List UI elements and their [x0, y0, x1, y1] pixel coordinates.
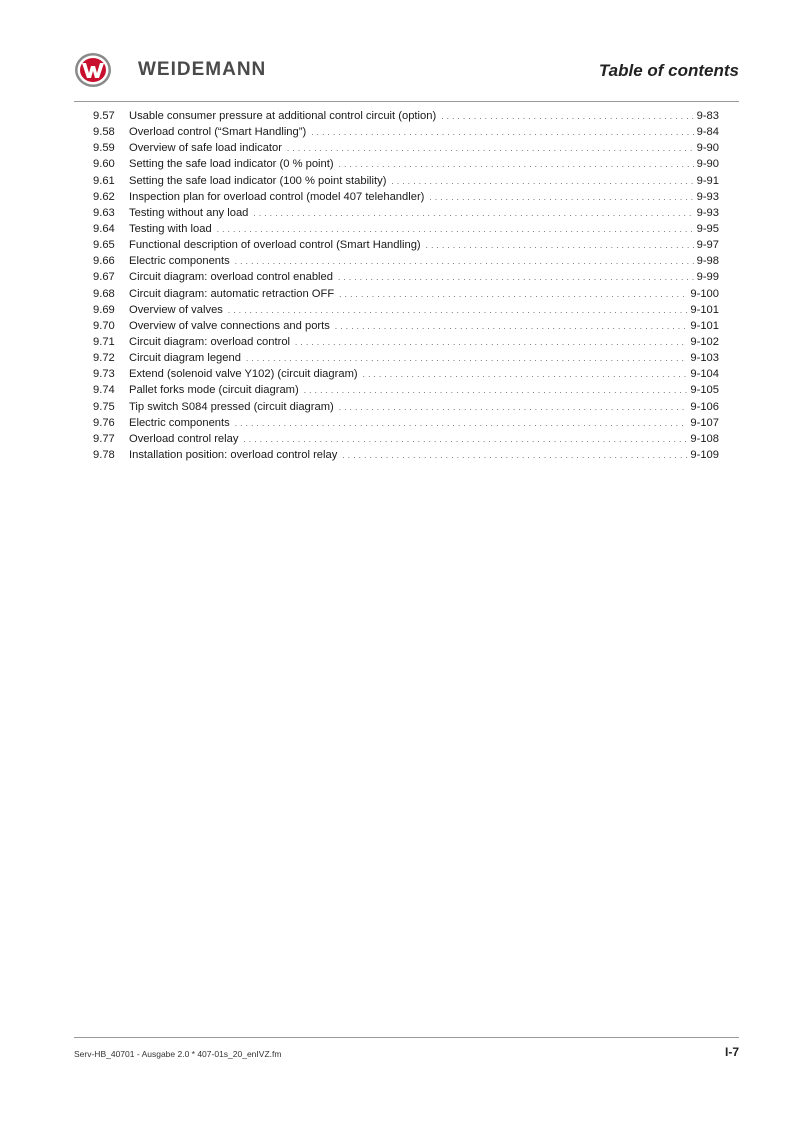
toc-dot-leader	[243, 432, 687, 448]
table-of-contents	[93, 108, 719, 463]
toc-dot-leader	[287, 141, 694, 157]
toc-entry-title: Circuit diagram: overload control enabled	[129, 271, 333, 284]
toc-entry[interactable]	[93, 366, 719, 382]
toc-entry-number: 9.62	[93, 190, 115, 203]
page-header	[74, 50, 739, 90]
toc-entry[interactable]	[93, 382, 719, 398]
toc-entry-page: 9-104	[690, 368, 719, 381]
toc-entry[interactable]	[93, 108, 719, 124]
toc-entry-title: Circuit diagram: automatic retraction OFF	[129, 287, 335, 300]
toc-entry[interactable]	[93, 205, 719, 221]
toc-entry-page: 9-106	[690, 400, 719, 413]
toc-dot-leader	[311, 125, 693, 141]
toc-entry-title: Circuit diagram legend	[129, 352, 241, 365]
toc-entry-title: Electric components	[129, 255, 230, 268]
toc-entry-title: Setting the safe load indicator (100 % point stability)	[129, 174, 387, 187]
toc-dot-leader	[295, 335, 687, 351]
toc-entry-page: 9-99	[696, 271, 719, 284]
toc-entry-number: 9.72	[93, 352, 115, 365]
toc-dot-leader	[335, 319, 688, 335]
toc-entry-page: 9-101	[690, 319, 719, 332]
toc-entry-number: 9.71	[93, 335, 115, 348]
header-divider	[74, 101, 739, 102]
toc-entry[interactable]	[93, 173, 719, 189]
toc-entry[interactable]	[93, 237, 719, 253]
footer-file-name: Serv-HB_40701 - Ausgabe 2.0 * 407-01s_20_enIVZ.fm	[74, 1049, 282, 1059]
toc-entry[interactable]	[93, 156, 719, 172]
toc-entry-number: 9.77	[93, 432, 115, 445]
toc-dot-leader	[217, 222, 694, 238]
toc-entry-title: Pallet forks mode (circuit diagram)	[129, 384, 299, 397]
toc-entry-title: Circuit diagram: overload control	[129, 335, 291, 348]
toc-entry-title: Overview of safe load indicator	[129, 142, 282, 155]
toc-entry-number: 9.61	[93, 174, 115, 187]
toc-entry-title: Overview of valves	[129, 303, 223, 316]
toc-entry-title: Overload control relay	[129, 432, 239, 445]
toc-entry-number: 9.67	[93, 271, 115, 284]
toc-entry-number: 9.68	[93, 287, 115, 300]
toc-dot-leader	[441, 109, 693, 125]
toc-entry-page: 9-95	[696, 222, 719, 235]
weidemann-logo-icon	[74, 52, 112, 88]
footer-page-number: I-7	[724, 1045, 739, 1059]
toc-entry[interactable]	[93, 350, 719, 366]
toc-entry[interactable]	[93, 269, 719, 285]
toc-entry-number: 9.74	[93, 384, 115, 397]
toc-entry[interactable]	[93, 399, 719, 415]
toc-entry-number: 9.59	[93, 142, 115, 155]
toc-dot-leader	[342, 448, 687, 464]
toc-entry-number: 9.73	[93, 368, 115, 381]
toc-entry[interactable]	[93, 140, 719, 156]
toc-entry-title: Electric components	[129, 416, 230, 429]
toc-dot-leader	[338, 270, 694, 286]
toc-entry-title: Usable consumer pressure at additional control circuit (option)	[129, 110, 437, 122]
toc-entry-page: 9-93	[696, 190, 719, 203]
toc-entry[interactable]	[93, 286, 719, 302]
toc-entry-number: 9.76	[93, 416, 115, 429]
toc-entry[interactable]	[93, 447, 719, 463]
toc-entry-page: 9-91	[696, 174, 719, 187]
toc-dot-leader	[429, 190, 693, 206]
toc-entry[interactable]	[93, 415, 719, 431]
toc-dot-leader	[235, 254, 694, 270]
toc-entry-number: 9.70	[93, 319, 115, 332]
toc-entry-number: 9.75	[93, 400, 115, 413]
toc-entry-page: 9-108	[690, 432, 719, 445]
toc-dot-leader	[339, 157, 694, 173]
toc-entry-number: 9.57	[93, 110, 115, 122]
toc-entry-title: Testing without any load	[129, 206, 249, 219]
toc-entry-page: 9-100	[690, 287, 719, 300]
toc-entry-title: Overview of valve connections and ports	[129, 319, 330, 332]
toc-dot-leader	[339, 400, 688, 416]
toc-entry-number: 9.69	[93, 303, 115, 316]
toc-entry-title: Functional description of overload control (Smart Handling)	[129, 239, 421, 252]
toc-entry-number: 9.58	[93, 126, 115, 139]
toc-entry-page: 9-90	[696, 158, 719, 171]
toc-entry-title: Installation position: overload control relay	[129, 448, 338, 461]
toc-entry-page: 9-105	[690, 384, 719, 397]
toc-entry[interactable]	[93, 221, 719, 237]
toc-entry-page: 9-97	[696, 239, 719, 252]
toc-entry-page: 9-84	[696, 126, 719, 139]
toc-entry-title: Overload control (“Smart Handling”)	[129, 126, 307, 139]
toc-dot-leader	[253, 206, 693, 222]
footer-divider	[74, 1037, 739, 1038]
page-title: Table of contents	[598, 61, 739, 80]
toc-entry-title: Inspection plan for overload control (model 407 telehandler)	[129, 190, 425, 203]
toc-entry-number: 9.78	[93, 448, 115, 461]
toc-entry-page: 9-103	[690, 352, 719, 365]
toc-dot-leader	[426, 238, 694, 254]
toc-entry-number: 9.60	[93, 158, 115, 171]
toc-entry[interactable]	[93, 334, 719, 350]
toc-entry-number: 9.64	[93, 222, 115, 235]
toc-entry-page: 9-90	[696, 142, 719, 155]
toc-dot-leader	[339, 287, 687, 303]
toc-entry[interactable]	[93, 318, 719, 334]
toc-entry[interactable]	[93, 302, 719, 318]
toc-entry-title: Setting the safe load indicator (0 % point)	[129, 158, 334, 171]
toc-entry[interactable]	[93, 253, 719, 269]
toc-entry-title: Extend (solenoid valve Y102) (circuit diagram)	[129, 368, 358, 381]
toc-entry[interactable]	[93, 189, 719, 205]
toc-entry-title: Tip switch S084 pressed (circuit diagram)	[129, 400, 334, 413]
toc-entry-title: Testing with load	[129, 222, 212, 235]
toc-entry-page: 9-109	[690, 448, 719, 461]
toc-entry-page: 9-93	[696, 206, 719, 219]
toc-dot-leader	[246, 351, 687, 367]
toc-entry-page: 9-102	[690, 335, 719, 348]
toc-entry-page: 9-98	[696, 255, 719, 268]
toc-entry-page: 9-107	[690, 416, 719, 429]
toc-dot-leader	[304, 383, 688, 399]
page-footer	[74, 1037, 739, 1067]
toc-entry-page: 9-83	[696, 110, 719, 122]
toc-entry[interactable]	[93, 431, 719, 447]
toc-entry-number: 9.65	[93, 239, 115, 252]
toc-entry-number: 9.66	[93, 255, 115, 268]
toc-entry[interactable]	[93, 124, 719, 140]
toc-dot-leader	[391, 174, 693, 190]
toc-entry-page: 9-101	[690, 303, 719, 316]
toc-entry-number: 9.63	[93, 206, 115, 219]
toc-dot-leader	[228, 303, 687, 319]
brand-name: WEIDEMANN	[138, 59, 267, 80]
toc-dot-leader	[235, 416, 688, 432]
toc-dot-leader	[363, 367, 688, 383]
